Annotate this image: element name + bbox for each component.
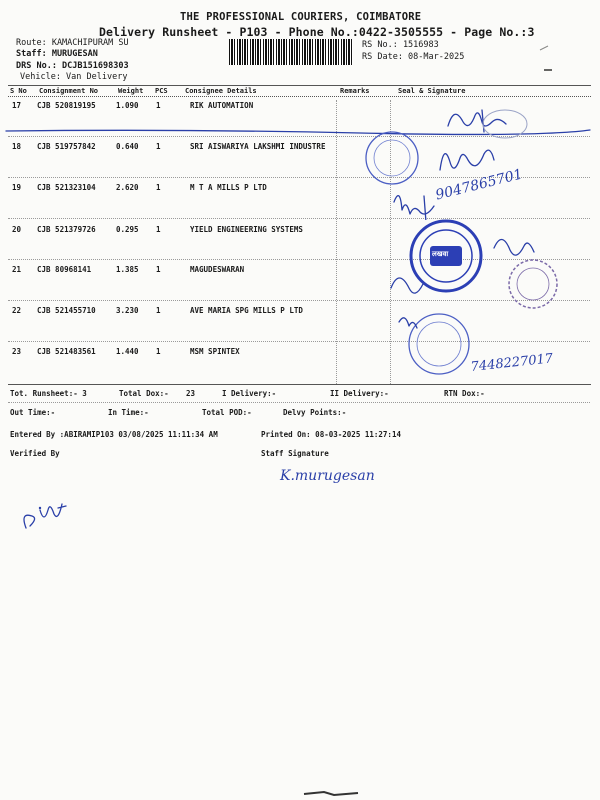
col-header-consignment: Consignment No xyxy=(39,87,99,95)
row-consignment: CJB 80968141 xyxy=(37,265,92,274)
row-pcs: 1 xyxy=(156,265,161,274)
row-weight: 2.620 xyxy=(116,183,139,192)
row-weight: 3.230 xyxy=(116,306,139,315)
row-consignee: MSM SPINTEX xyxy=(190,347,240,356)
row-consignment: CJB 521323104 xyxy=(37,183,96,192)
table-header-rule xyxy=(8,96,591,97)
company-title: THE PROFESSIONAL COURIERS, COIMBATORE xyxy=(180,11,422,23)
row-consignment: CJB 520819195 xyxy=(37,101,96,110)
table-top-rule xyxy=(8,85,591,86)
col-header-seal: Seal & Signature xyxy=(398,87,466,95)
row-consignment: CJB 519757842 xyxy=(37,142,96,151)
row-consignee: MAGUDESWARAN xyxy=(190,265,245,274)
staff-signature-label: Staff Signature xyxy=(261,449,329,458)
handwritten-phone-row23: 7448227017 xyxy=(470,351,554,375)
vehicle-label: Vehicle: Van Delivery xyxy=(20,72,128,82)
col-header-remarks: Remarks xyxy=(340,87,370,95)
row-pcs: 1 xyxy=(156,347,161,356)
printed-on: Printed On: 08-03-2025 11:27:14 xyxy=(261,430,401,439)
row-pcs: 1 xyxy=(156,101,161,110)
row-weight: 1.385 xyxy=(116,265,139,274)
staff-label: Staff: MURUGESAN xyxy=(16,49,98,59)
row-consignee: AVE MARIA SPG MILLS P LTD xyxy=(190,306,303,315)
runsheet-title: Delivery Runsheet - P103 - Phone No.:0422-3505555 - Page No.:3 xyxy=(99,25,535,39)
route-label: Route: KAMACHIPURAM SU xyxy=(16,38,129,48)
row-pcs: 1 xyxy=(156,183,161,192)
scan-smudge-mark xyxy=(300,788,380,798)
row-sno: 22 xyxy=(12,306,22,315)
stamp-row21-icon xyxy=(385,258,560,310)
in-time-label: In Time:- xyxy=(108,408,149,417)
total-dox-label: Total Dox:- xyxy=(119,389,169,398)
stamp-row18-icon xyxy=(360,130,560,186)
row-pcs: 1 xyxy=(156,225,161,234)
row-weight: 1.440 xyxy=(116,347,139,356)
handwritten-phone-row19: 9047865701 xyxy=(434,166,525,204)
i-delivery-label: I Delivery:- xyxy=(222,389,277,398)
stamp-row22-icon xyxy=(395,310,475,376)
entered-by: Entered By :ABIRAMIP103 03/08/2025 11:11:34 AM xyxy=(10,430,218,439)
total-runsheet: Tot. Runsheet:- 3 xyxy=(10,389,87,398)
row-weight: 0.640 xyxy=(116,142,139,151)
row-sno: 18 xyxy=(12,142,22,151)
total-dox-value: 23 xyxy=(186,389,196,398)
delvy-points-label: Delvy Points:- xyxy=(283,408,347,417)
total-pod-label: Total POD:- xyxy=(202,408,252,417)
ii-delivery-label: II Delivery:- xyxy=(330,389,389,398)
col-header-sno: S No xyxy=(10,87,27,95)
row-consignee: RIK AUTOMATION xyxy=(190,101,254,110)
row-sno: 19 xyxy=(12,183,22,192)
barcode-image xyxy=(229,39,353,65)
rs-number: RS No.: 1516983 xyxy=(362,40,439,50)
row-pcs: 1 xyxy=(156,142,161,151)
verified-signature-icon xyxy=(18,488,78,536)
table-bottom-rule xyxy=(8,384,591,385)
row-sno: 23 xyxy=(12,347,22,356)
row-sno: 17 xyxy=(12,101,22,110)
row-consignment: CJB 521379726 xyxy=(37,225,96,234)
stamp-center-text: लखवा xyxy=(432,250,449,258)
drs-number: DRS No.: DCJB151698303 xyxy=(16,61,129,71)
footer-divider xyxy=(8,402,590,403)
row-consignee: YIELD ENGINEERING SYSTEMS xyxy=(190,225,303,234)
row-weight: 1.090 xyxy=(116,101,139,110)
row-sno: 20 xyxy=(12,225,22,234)
row-consignee: SRI AISWARIYA LAKSHMI INDUSTRE xyxy=(190,142,326,151)
col-header-consignee: Consignee Details xyxy=(185,87,257,95)
row-sno: 21 xyxy=(12,265,22,274)
row-consignment: CJB 521455710 xyxy=(37,306,96,315)
row-consignee: M T A MILLS P LTD xyxy=(190,183,267,192)
rtn-dox-label: RTN Dox:- xyxy=(444,389,485,398)
rs-date: RS Date: 08-Mar-2025 xyxy=(362,52,465,62)
out-time-label: Out Time:- xyxy=(10,408,56,417)
staff-signature-handwriting: K.murugesan xyxy=(280,468,375,484)
row-pcs: 1 xyxy=(156,306,161,315)
corner-mark-icon xyxy=(530,40,560,74)
verified-by-label: Verified By xyxy=(10,449,60,458)
row-consignment: CJB 521483561 xyxy=(37,347,96,356)
col-header-pcs: PCS xyxy=(155,87,168,95)
col-header-weight: Weight xyxy=(118,87,144,95)
row-divider xyxy=(8,341,590,342)
row-weight: 0.295 xyxy=(116,225,139,234)
